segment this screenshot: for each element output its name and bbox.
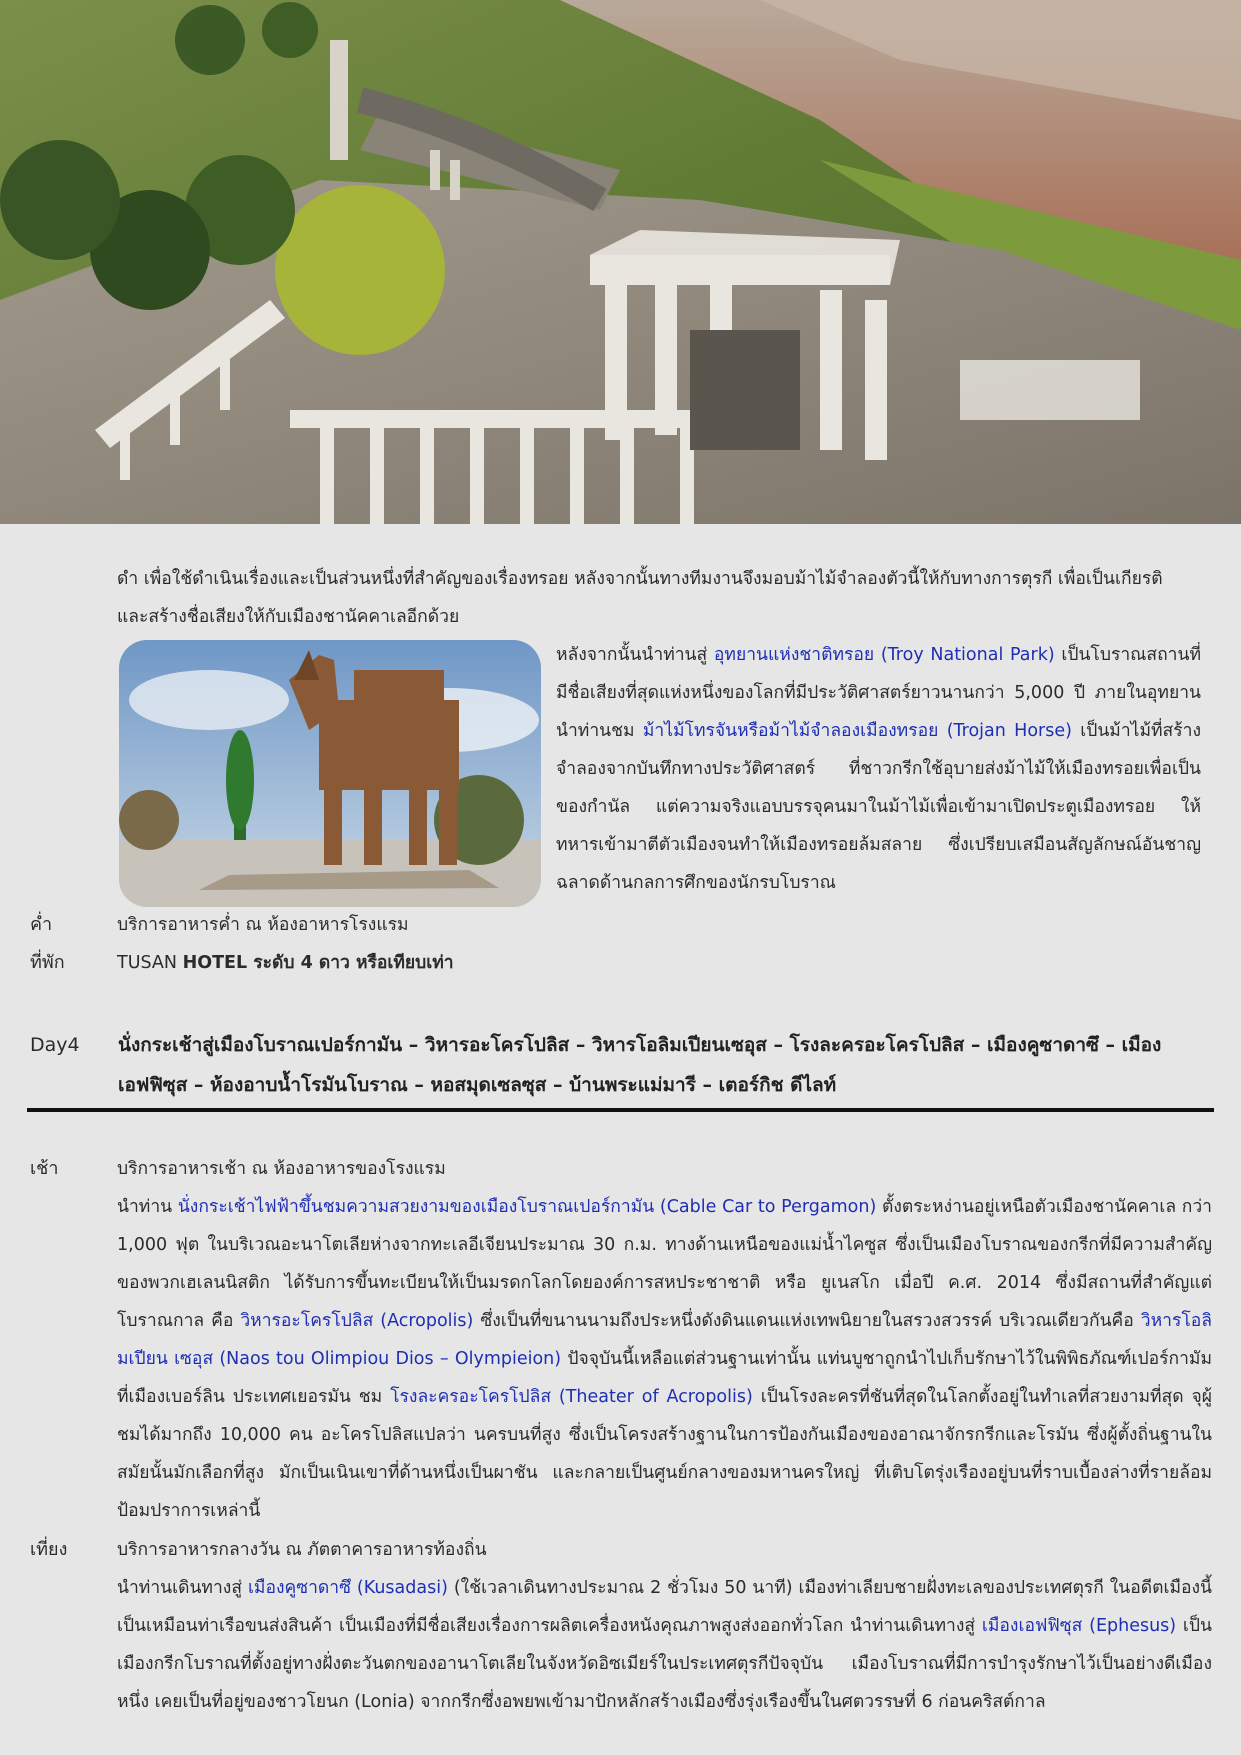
troy-text-1: หลังจากนั้นนำท่านสู่ (556, 645, 714, 665)
dinner-text: บริการอาหารค่ำ ณ ห้องอาหารโรงแรม (117, 915, 409, 935)
dinner-label: ค่ำ (30, 914, 53, 935)
day4-title: นั่งกระเช้าสู่เมืองโบราณเปอร์กามัน – วิหารอะโครโปลิส – วิหารโอลิมเปียนเซอุส – โรงละครอะโครโปลิส – เมืองคูซาดาซึ – เมืองเอฟฟิซุส – ห้องอาบน้ำโรมันโบราณ – หอสมุดเซลซุส – บ้านพระแม่มารี – เตอร์กิช ดีไลท์ (118, 1034, 1162, 1096)
pergamon-photo (0, 0, 1241, 524)
intro-line-2: และสร้างชื่อเสียงให้กับเมืองชานัคคาเลอีกด้วย (117, 607, 460, 627)
hotel-text (117, 944, 454, 982)
ephesus-highlight: เมืองเอฟฟิซุส (Ephesus) (981, 1616, 1177, 1636)
troy-national-park-highlight: อุทยานแห่งชาติทรอย (Troy National Park) (713, 645, 1055, 665)
cable-car-highlight: นั่งกระเช้าไฟฟ้าขึ้นชมความสวยงามของเมืองโบราณเปอร์กามัน (Cable Car to Pergamon) (177, 1197, 877, 1217)
kusadasi-paragraph (117, 1569, 1212, 1721)
day-divider (27, 1108, 1214, 1112)
hotel-name: TUSAN (117, 953, 183, 973)
pergamon-text-5: เป็นโรงละครที่ชันที่สุดในโลกตั้งอยู่ในทำเลที่สวยงามที่สุด จุผู้ชมได้มากถึง 10,000 คน อะโครโปลิสแปลว่า นครบนที่สูง ซึ่งเป็นโครงสร้างฐานในการป้องกันเมืองของอาณาจักรกรีกและโรมัน ซึ่งผู้ตั้งถิ่นฐานในสมัยนั้นมักเลือกที่สูง มักเป็นเนินเขาที่ด้านหนึ่งเป็นผาชัน และกลายเป็นศูนย์กลางของมหานครใหญ่ ที่เติบโตรุ่งเรืองอยู่บนที่ราบเบื้องล่างที่รายล้อมป้อมปราการเหล่านี้ (117, 1387, 1212, 1521)
trojan-horse-photo (119, 640, 541, 907)
olympieion-highlight: วิหารโอลิมเปียน เซอุส (Naos tou Olimpiou Dios – Olympieion) (117, 1311, 1212, 1369)
hotel-rating: HOTEL ระดับ 4 ดาว หรือเทียบเท่า (182, 953, 454, 973)
kusadasi-text-2: (ใช้เวลาเดินทางประมาณ 2 ชั่วโมง 50 นาที) เมืองท่าเลียบชายฝั่งทะเลของประเทศตุรกี ในอดีตเมืองนี้เป็นเหมือนท่าเรือขนส่งสินค้า เป็นเมืองที่มีชื่อเสียงเรื่องการผลิตเครื่องหนังคุณภาพสูงส่งออกทั่วโลก นำท่านเดินทางสู่ (117, 1578, 1213, 1636)
pergamon-text-3: ซึ่งเป็นที่ขนานนามถึงประหนึ่งดังดินแดนแห่งเทพนิยายในสรวงสวรรค์ บริเวณเดียวกันคือ (473, 1311, 1141, 1331)
pergamon-text-4: ปัจจุบันนี้เหลือแต่ส่วนฐานเท่านั้น แท่นบูชาถูกนำไปเก็บรักษาไว้ในพิพิธภัณฑ์เปอร์กามัมที่เมืองเบอร์ลิน ประเทศเยอรมัน ชม (117, 1349, 1212, 1407)
troy-text-2: เป็นโบราณสถานที่มีชื่อเสียงที่สุดแห่งหนึ่งของโลกที่มีประวัติศาสตร์ยาวนานกว่า 5,000 ปี ภายในอุทยานนำท่านชม (556, 645, 1202, 741)
intro-paragraph (117, 560, 1212, 636)
morning-label: เช้า (30, 1158, 59, 1179)
pergamon-paragraph (117, 1188, 1212, 1530)
kusadasi-text-3: เป็นเมืองกรีกโบราณที่ตั้งอยู่ทางฝั่งตะวันตกของอานาโตเลียในจังหวัดอิซเมียร์ในประเทศตุรกีปัจจุบัน เมืองโบราณที่มีการบำรุงรักษาไว้เป็นอย่างดีเมืองหนึ่ง เคยเป็นที่อยู่ของชาวโยนก (Lonia) จากกรีกซึ่งอพยพเข้ามาปักหลักสร้างเมืองซึ่งรุ่งเรืองขึ้นในศตวรรษที่ 6 ก่อนคริสต์กาล (117, 1616, 1212, 1712)
noon-label: เที่ยง (30, 1539, 68, 1560)
lunch-text: บริการอาหารกลางวัน ณ ภัตตาคารอาหารท้องถิ่น (117, 1540, 487, 1560)
acropolis-highlight: วิหารอะโครโปลิส (Acropolis) (240, 1311, 474, 1331)
theater-highlight: โรงละครอะโครโปลิส (Theater of Acropolis) (390, 1387, 753, 1407)
pergamon-text-1: นำท่าน (117, 1197, 178, 1217)
trojan-horse-highlight: ม้าไม้โทรจันหรือม้าไม้จำลองเมืองทรอย (Trojan Horse) (642, 721, 1072, 741)
troy-text-3: เป็นม้าไม้ที่สร้างจำลองจากบันทึกทางประวัติศาสตร์ ที่ชาวกรีกใช้อุบายส่งม้าไม้ให้เมืองทรอยเพื่อเป็นของกำนัล แต่ความจริงแอบบรรจุคนมาในม้าไม้เพื่อเข้ามาเปิดประตูเมืองทรอย ให้ทหารเข้ามาตีตัวเมืองจนทำให้เมืองทรอยล้มสลาย ซึ่งเปรียบเสมือนสัญลักษณ์อันชาญฉลาดด้านกลการศึกของนักรบโบราณ (556, 721, 1201, 893)
kusadasi-text-1: นำท่านเดินทางสู่ (117, 1578, 248, 1598)
troy-paragraph (556, 636, 1201, 902)
intro-line-1: ดำ เพื่อใช้ดำเนินเรื่องและเป็นส่วนหนึ่งที่สำคัญของเรื่องทรอย หลังจากนั้นทางทีมงานจึงมอบม้าไม้จำลองตัวนี้ให้กับทางการตุรกี เพื่อเป็นเกียรติ (117, 569, 1163, 589)
day4-label: Day4 (30, 1034, 80, 1056)
breakfast-text: บริการอาหารเช้า ณ ห้องอาหารของโรงแรม (117, 1159, 446, 1179)
kusadasi-highlight: เมืองคูซาดาซึ (Kusadasi) (247, 1578, 448, 1598)
pergamon-text-2: ตั้งตระหง่านอยู่เหนือตัวเมืองชานัคคาเล กว่า 1,000 ฟุต ในบริเวณอะนาโตเลียห่างจากทะเลอีเจียนประมาณ 30 ก.ม. ทางด้านเหนือของแม่น้ำไคซูส ซึ่งเป็นเมืองโบราณของกรีกที่มีความสำคัญของพวกเฮเลนนิสติก ได้รับการขึ้นทะเบียนให้เป็นมรดกโลกโดยองค์การสหประชาชาติ หรือ ยูเนสโก เมื่อปี ค.ศ. 2014 ซึ่งมีสถานที่สำคัญแต่โบราณกาล คือ (117, 1197, 1212, 1331)
hotel-label: ที่พัก (30, 952, 65, 973)
